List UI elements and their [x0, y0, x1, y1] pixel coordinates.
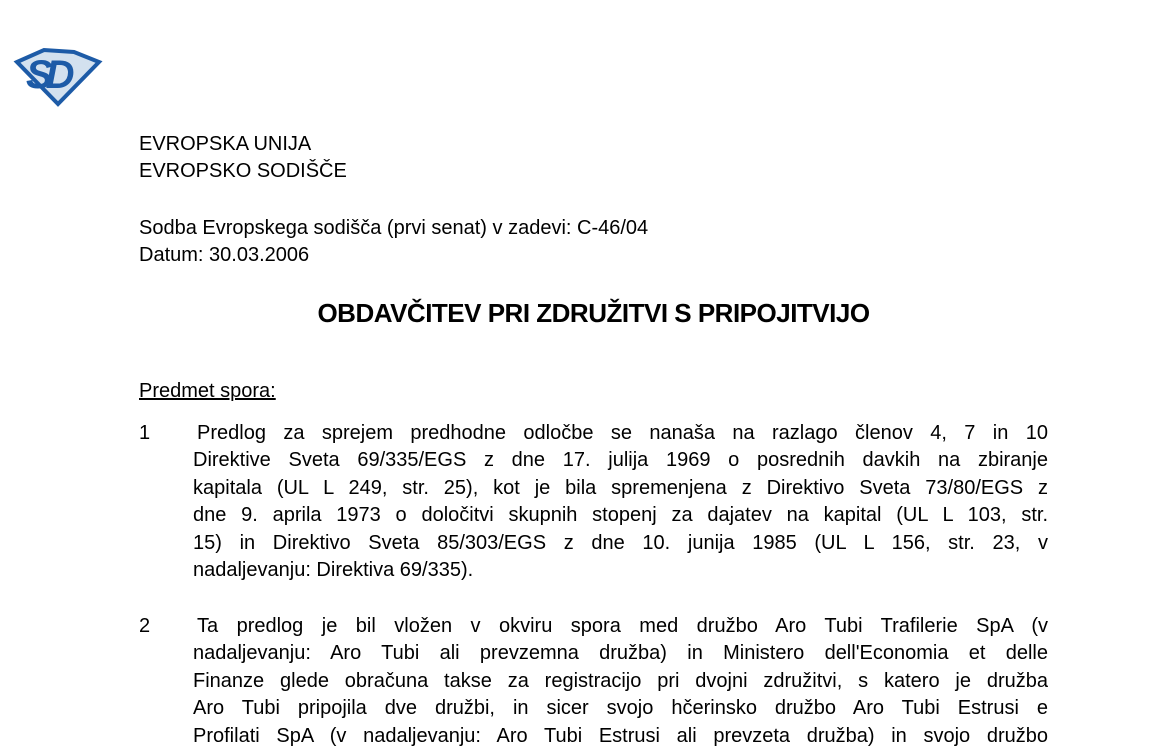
- paragraph-line: nadaljevanju: Aro Tubi ali prevzemna družba) in Ministero dell'Economia et delle: [193, 642, 1048, 665]
- sd-diamond-logo: [13, 46, 103, 108]
- paragraph-1: [139, 420, 1048, 584]
- paragraph-line: Direktive Sveta 69/335/EGS z dne 17. julija 1969 o posrednih davkih na zbiranje: [193, 449, 1048, 472]
- paragraph-line: Finanze glede obračuna takse za registracijo pri dvojni združitvi, s katero je družba: [193, 669, 1048, 692]
- case-date-line: Datum: 30.03.2006: [139, 244, 310, 267]
- document-title: OBDAVČITEV PRI ZDRUŽITVI S PRIPOJITVIJO: [317, 298, 870, 328]
- sd-logo-icon: [13, 46, 103, 108]
- case-info: [139, 215, 1048, 270]
- case-reference-line: Sodba Evropskega sodišča (prvi senat) v zadevi: C-46/04: [139, 217, 649, 239]
- paragraph-line: 15) in Direktivo Sveta 85/303/EGS z dne 10. junija 1985 (UL L 156, str. 23, v: [193, 531, 1048, 554]
- section-heading-text: Predmet spora:: [139, 380, 276, 402]
- paragraph-line: kapitala (UL L 249, str. 25), kot je bila spremenjena z Direktivo Sveta 73/80/EGS z: [193, 476, 1048, 499]
- section-heading: [139, 378, 1048, 405]
- paragraph-text: [193, 420, 1048, 584]
- paragraph-line: Profilati SpA (v nadaljevanju: Aro Tubi Estrusi ali prevzeta družba) in svojo družbo: [193, 724, 1048, 747]
- paragraph-line: Aro Tubi pripojila dve družbi, in sicer svojo hčerinsko družbo Aro Tubi Estrusi e: [193, 697, 1048, 720]
- paragraph-line: nadaljevanju: Direktiva 69/335).: [193, 559, 474, 582]
- paragraph-2: [139, 613, 1048, 750]
- institution-line-eu: EVROPSKA UNIJA: [139, 133, 312, 155]
- paragraph-line: Predlog za sprejem predhodne odločbe se nanaša na razlago členov 4, 7 in 10: [197, 422, 1048, 444]
- paragraph-line: Ta predlog je bil vložen v okviru spora med družbo Aro Tubi Trafilerie SpA (v: [197, 615, 1048, 637]
- paragraph-text: [193, 613, 1048, 750]
- paragraph-number: 2: [139, 615, 151, 637]
- paragraph-number: 1: [139, 422, 151, 444]
- institution-line-court: EVROPSKO SODIŠČE: [139, 160, 347, 183]
- institution-header: [139, 131, 1048, 186]
- svg-text:SD: SD: [26, 53, 68, 97]
- paragraph-line: dne 9. aprila 1973 o določitvi skupnih stopenj za dajatev na kapital (UL L 103, str.: [193, 504, 1048, 527]
